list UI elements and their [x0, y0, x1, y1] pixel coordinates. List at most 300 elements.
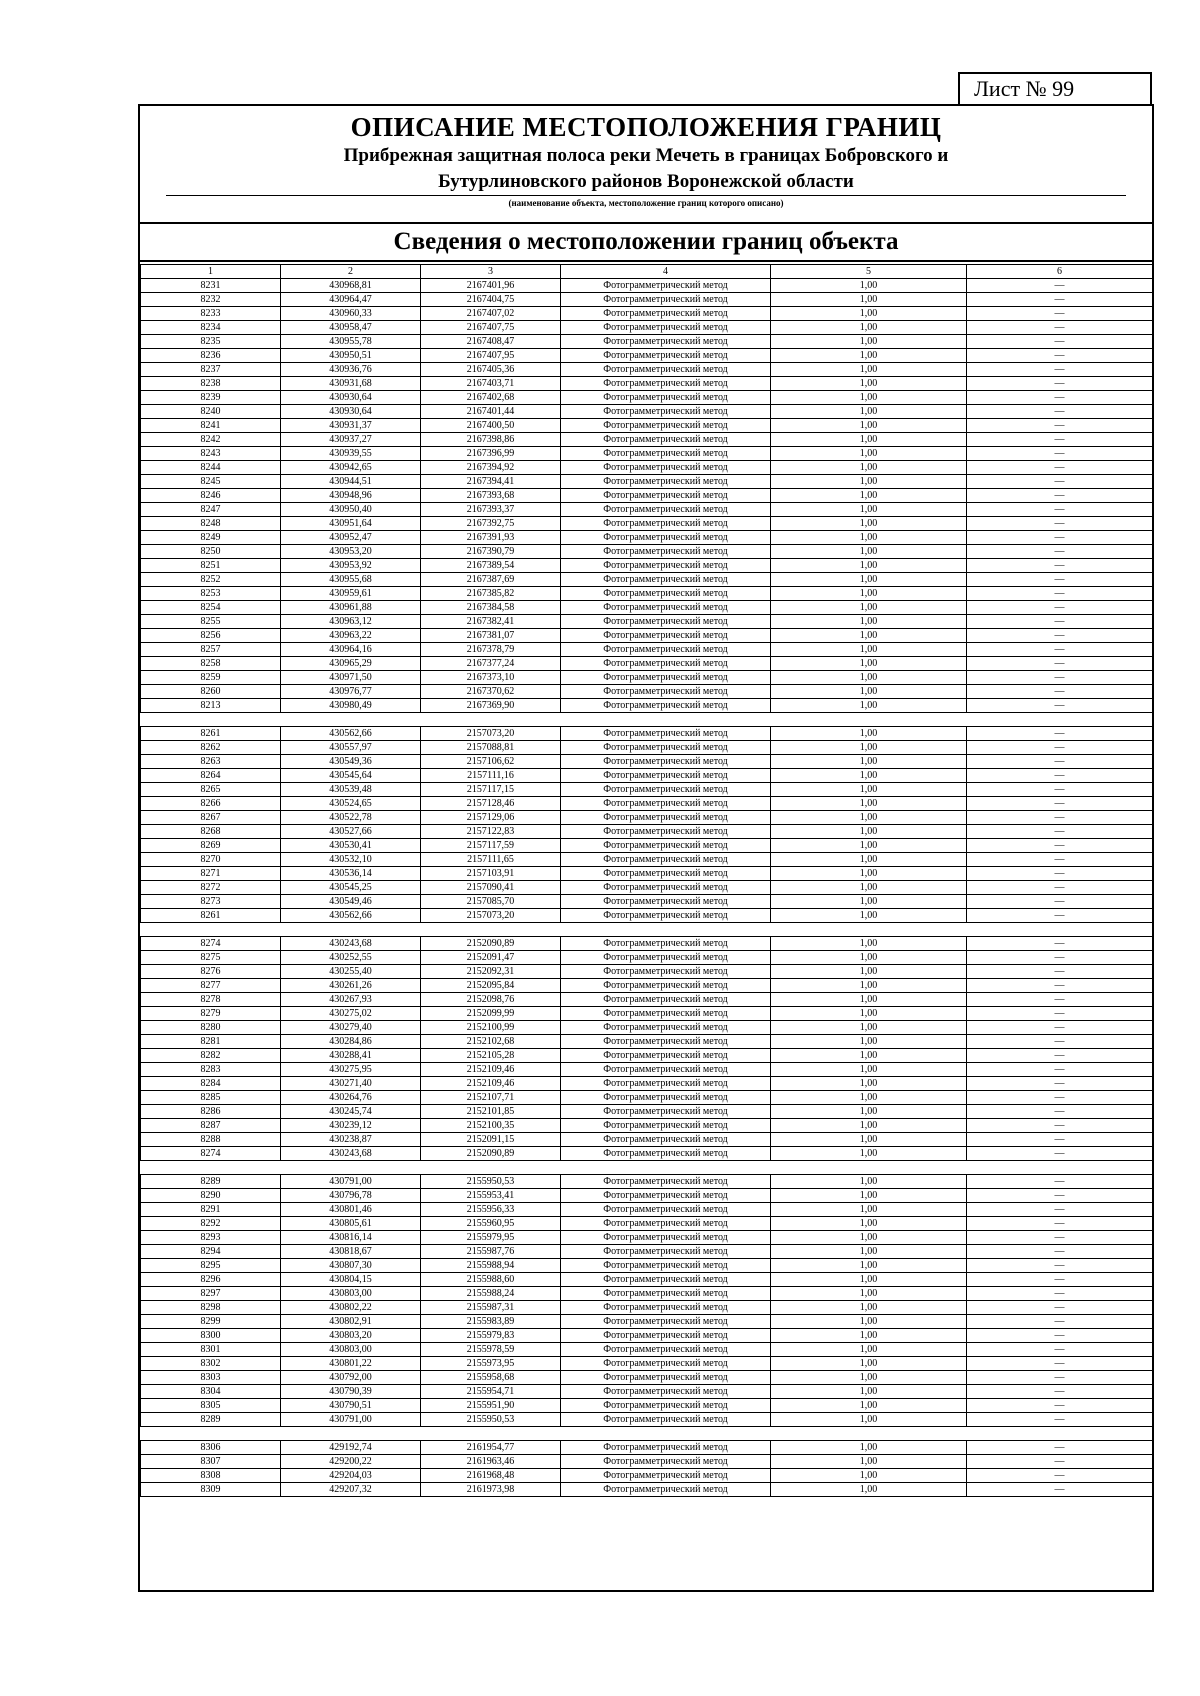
method-cell: Фотограмметрический метод [561, 1469, 771, 1483]
y-coordinate-cell: 2167389,54 [421, 559, 561, 573]
x-coordinate-cell: 430275,02 [281, 1007, 421, 1021]
table-row [141, 1385, 1153, 1399]
accuracy-cell: 1,00 [771, 671, 967, 685]
x-coordinate-cell: 429192,74 [281, 1441, 421, 1455]
document-title: ОПИСАНИЕ МЕСТОПОЛОЖЕНИЯ ГРАНИЦ [350, 112, 942, 142]
description-cell: — [967, 951, 1153, 965]
x-coordinate-cell: 430955,78 [281, 335, 421, 349]
description-cell: — [967, 489, 1153, 503]
accuracy-cell: 1,00 [771, 349, 967, 363]
y-coordinate-cell: 2157111,16 [421, 769, 561, 783]
table-row [141, 657, 1153, 671]
table-row [141, 433, 1153, 447]
x-coordinate-cell: 430961,88 [281, 601, 421, 615]
accuracy-cell: 1,00 [771, 335, 967, 349]
point-number-cell: 8272 [141, 881, 281, 895]
y-coordinate-cell: 2152091,47 [421, 951, 561, 965]
point-number-cell: 8284 [141, 1077, 281, 1091]
table-row [141, 377, 1153, 391]
point-number-cell: 8238 [141, 377, 281, 391]
x-coordinate-cell: 430804,15 [281, 1273, 421, 1287]
point-number-cell: 8295 [141, 1259, 281, 1273]
x-coordinate-cell: 430950,40 [281, 503, 421, 517]
x-coordinate-cell: 430803,20 [281, 1329, 421, 1343]
y-coordinate-cell: 2167393,68 [421, 489, 561, 503]
point-number-cell: 8308 [141, 1469, 281, 1483]
title-block [138, 104, 1154, 224]
y-coordinate-cell: 2167384,58 [421, 601, 561, 615]
accuracy-cell: 1,00 [771, 447, 967, 461]
description-cell: — [967, 1469, 1153, 1483]
y-coordinate-cell: 2161954,77 [421, 1441, 561, 1455]
description-cell: — [967, 1245, 1153, 1259]
y-coordinate-cell: 2167398,86 [421, 433, 561, 447]
x-coordinate-cell: 430245,74 [281, 1105, 421, 1119]
description-cell: — [967, 1217, 1153, 1231]
method-cell: Фотограмметрический метод [561, 1259, 771, 1273]
y-coordinate-cell: 2167401,44 [421, 405, 561, 419]
x-coordinate-cell: 430931,68 [281, 377, 421, 391]
accuracy-cell: 1,00 [771, 951, 967, 965]
table-row [141, 755, 1153, 769]
y-coordinate-cell: 2167394,92 [421, 461, 561, 475]
table-row [141, 1091, 1153, 1105]
description-cell: — [967, 1301, 1153, 1315]
y-coordinate-cell: 2167402,68 [421, 391, 561, 405]
x-coordinate-cell: 430261,26 [281, 979, 421, 993]
sheet-number-label: Лист № 99 [974, 76, 1075, 101]
y-coordinate-cell: 2152107,71 [421, 1091, 561, 1105]
table-row [141, 461, 1153, 475]
accuracy-cell: 1,00 [771, 1063, 967, 1077]
point-number-cell: 8264 [141, 769, 281, 783]
x-coordinate-cell: 430545,64 [281, 769, 421, 783]
group-separator-cell [141, 713, 1153, 727]
x-coordinate-cell: 430801,22 [281, 1357, 421, 1371]
table-row [141, 1329, 1153, 1343]
table-row [141, 1189, 1153, 1203]
y-coordinate-cell: 2167394,41 [421, 475, 561, 489]
accuracy-cell: 1,00 [771, 321, 967, 335]
y-coordinate-cell: 2155988,24 [421, 1287, 561, 1301]
table-row [141, 1217, 1153, 1231]
accuracy-cell: 1,00 [771, 545, 967, 559]
table-row [141, 391, 1153, 405]
accuracy-cell: 1,00 [771, 867, 967, 881]
description-cell: — [967, 825, 1153, 839]
accuracy-cell: 1,00 [771, 1077, 967, 1091]
y-coordinate-cell: 2157122,83 [421, 825, 561, 839]
accuracy-cell: 1,00 [771, 1315, 967, 1329]
method-cell: Фотограмметрический метод [561, 741, 771, 755]
table-row [141, 1399, 1153, 1413]
table-row [141, 881, 1153, 895]
group-separator-cell [141, 923, 1153, 937]
table-row [141, 1301, 1153, 1315]
sheet-number [958, 72, 1152, 106]
description-cell: — [967, 279, 1153, 293]
table-row [141, 1259, 1153, 1273]
description-cell: — [967, 587, 1153, 601]
accuracy-cell: 1,00 [771, 797, 967, 811]
x-coordinate-cell: 430953,92 [281, 559, 421, 573]
accuracy-cell: 1,00 [771, 1441, 967, 1455]
description-cell: — [967, 1385, 1153, 1399]
x-coordinate-cell: 430807,30 [281, 1259, 421, 1273]
x-coordinate-cell: 430792,00 [281, 1371, 421, 1385]
x-coordinate-cell: 430264,76 [281, 1091, 421, 1105]
y-coordinate-cell: 2167407,02 [421, 307, 561, 321]
table-row [141, 1413, 1153, 1427]
x-coordinate-cell: 430948,96 [281, 489, 421, 503]
table-row [141, 867, 1153, 881]
point-number-cell: 8236 [141, 349, 281, 363]
method-cell: Фотограмметрический метод [561, 321, 771, 335]
accuracy-cell: 1,00 [771, 475, 967, 489]
table-row [141, 1035, 1153, 1049]
method-cell: Фотограмметрический метод [561, 671, 771, 685]
point-number-cell: 8273 [141, 895, 281, 909]
column-number: 4 [561, 265, 771, 279]
y-coordinate-cell: 2155988,60 [421, 1273, 561, 1287]
column-number: 2 [281, 265, 421, 279]
table-row [141, 475, 1153, 489]
point-number-cell: 8231 [141, 279, 281, 293]
x-coordinate-cell: 430976,77 [281, 685, 421, 699]
table-row [141, 643, 1153, 657]
description-cell: — [967, 573, 1153, 587]
description-cell: — [967, 657, 1153, 671]
table-row [141, 699, 1153, 713]
method-cell: Фотограмметрический метод [561, 1287, 771, 1301]
x-coordinate-cell: 430958,47 [281, 321, 421, 335]
description-cell: — [967, 545, 1153, 559]
table-row [141, 447, 1153, 461]
method-cell: Фотограмметрический метод [561, 1315, 771, 1329]
point-number-cell: 8300 [141, 1329, 281, 1343]
y-coordinate-cell: 2167400,50 [421, 419, 561, 433]
description-cell: — [967, 867, 1153, 881]
description-cell: — [967, 895, 1153, 909]
x-coordinate-cell: 430271,40 [281, 1077, 421, 1091]
method-cell: Фотограмметрический метод [561, 1399, 771, 1413]
description-cell: — [967, 1063, 1153, 1077]
method-cell: Фотограмметрический метод [561, 601, 771, 615]
x-coordinate-cell: 430562,66 [281, 909, 421, 923]
method-cell: Фотограмметрический метод [561, 769, 771, 783]
accuracy-cell: 1,00 [771, 937, 967, 951]
point-number-cell: 8267 [141, 811, 281, 825]
description-cell: — [967, 475, 1153, 489]
method-cell: Фотограмметрический метод [561, 629, 771, 643]
method-cell: Фотограмметрический метод [561, 909, 771, 923]
description-cell: — [967, 1315, 1153, 1329]
description-cell: — [967, 419, 1153, 433]
coordinates-table [140, 264, 1153, 1497]
method-cell: Фотограмметрический метод [561, 1203, 771, 1217]
point-number-cell: 8307 [141, 1455, 281, 1469]
method-cell: Фотограмметрический метод [561, 1189, 771, 1203]
table-row [141, 363, 1153, 377]
description-cell: — [967, 1441, 1153, 1455]
y-coordinate-cell: 2157088,81 [421, 741, 561, 755]
column-number-row [141, 265, 1153, 279]
method-cell: Фотограмметрический метод [561, 755, 771, 769]
method-cell: Фотограмметрический метод [561, 1385, 771, 1399]
table-row [141, 1273, 1153, 1287]
x-coordinate-cell: 430522,78 [281, 811, 421, 825]
accuracy-cell: 1,00 [771, 1483, 967, 1497]
accuracy-cell: 1,00 [771, 1203, 967, 1217]
description-cell: — [967, 601, 1153, 615]
x-coordinate-cell: 430963,12 [281, 615, 421, 629]
table-row [141, 853, 1153, 867]
accuracy-cell: 1,00 [771, 517, 967, 531]
method-cell: Фотограмметрический метод [561, 895, 771, 909]
description-cell: — [967, 853, 1153, 867]
x-coordinate-cell: 430524,65 [281, 797, 421, 811]
accuracy-cell: 1,00 [771, 909, 967, 923]
description-cell: — [967, 1119, 1153, 1133]
table-row [141, 1063, 1153, 1077]
x-coordinate-cell: 430275,95 [281, 1063, 421, 1077]
group-separator-cell [141, 1427, 1153, 1441]
x-coordinate-cell: 430818,67 [281, 1245, 421, 1259]
point-number-cell: 8283 [141, 1063, 281, 1077]
description-cell: — [967, 839, 1153, 853]
method-cell: Фотограмметрический метод [561, 489, 771, 503]
y-coordinate-cell: 2155950,53 [421, 1413, 561, 1427]
description-cell: — [967, 1007, 1153, 1021]
y-coordinate-cell: 2155960,95 [421, 1217, 561, 1231]
y-coordinate-cell: 2167377,24 [421, 657, 561, 671]
point-number-cell: 8306 [141, 1441, 281, 1455]
y-coordinate-cell: 2161968,48 [421, 1469, 561, 1483]
x-coordinate-cell: 430288,41 [281, 1049, 421, 1063]
description-cell: — [967, 1287, 1153, 1301]
group-separator [141, 713, 1153, 727]
method-cell: Фотограмметрический метод [561, 335, 771, 349]
description-cell: — [967, 727, 1153, 741]
method-cell: Фотограмметрический метод [561, 1273, 771, 1287]
x-coordinate-cell: 430952,47 [281, 531, 421, 545]
table-row [141, 909, 1153, 923]
y-coordinate-cell: 2157106,62 [421, 755, 561, 769]
accuracy-cell: 1,00 [771, 769, 967, 783]
point-number-cell: 8282 [141, 1049, 281, 1063]
y-coordinate-cell: 2167403,71 [421, 377, 561, 391]
point-number-cell: 8245 [141, 475, 281, 489]
description-cell: — [967, 433, 1153, 447]
description-cell: — [967, 307, 1153, 321]
method-cell: Фотограмметрический метод [561, 363, 771, 377]
accuracy-cell: 1,00 [771, 755, 967, 769]
method-cell: Фотограмметрический метод [561, 531, 771, 545]
point-number-cell: 8261 [141, 909, 281, 923]
table-row [141, 559, 1153, 573]
accuracy-cell: 1,00 [771, 993, 967, 1007]
accuracy-cell: 1,00 [771, 699, 967, 713]
method-cell: Фотограмметрический метод [561, 587, 771, 601]
accuracy-cell: 1,00 [771, 503, 967, 517]
description-cell: — [967, 1077, 1153, 1091]
table-row [141, 1119, 1153, 1133]
accuracy-cell: 1,00 [771, 279, 967, 293]
point-number-cell: 8274 [141, 937, 281, 951]
x-coordinate-cell: 430953,20 [281, 545, 421, 559]
table-row [141, 811, 1153, 825]
object-name-caption: (наименование объекта, местоположение границ которого описано) [508, 198, 784, 208]
y-coordinate-cell: 2167382,41 [421, 615, 561, 629]
point-number-cell: 8280 [141, 1021, 281, 1035]
description-cell: — [967, 685, 1153, 699]
y-coordinate-cell: 2152101,85 [421, 1105, 561, 1119]
y-coordinate-cell: 2155988,94 [421, 1259, 561, 1273]
accuracy-cell: 1,00 [771, 293, 967, 307]
description-cell: — [967, 517, 1153, 531]
description-cell: — [967, 769, 1153, 783]
y-coordinate-cell: 2152099,99 [421, 1007, 561, 1021]
x-coordinate-cell: 430955,68 [281, 573, 421, 587]
x-coordinate-cell: 430965,29 [281, 657, 421, 671]
x-coordinate-cell: 430790,39 [281, 1385, 421, 1399]
y-coordinate-cell: 2167370,62 [421, 685, 561, 699]
y-coordinate-cell: 2157073,20 [421, 909, 561, 923]
table-row [141, 587, 1153, 601]
method-cell: Фотограмметрический метод [561, 1413, 771, 1427]
y-coordinate-cell: 2155973,95 [421, 1357, 561, 1371]
y-coordinate-cell: 2167390,79 [421, 545, 561, 559]
table-row [141, 1175, 1153, 1189]
y-coordinate-cell: 2155978,59 [421, 1343, 561, 1357]
accuracy-cell: 1,00 [771, 1175, 967, 1189]
y-coordinate-cell: 2155951,90 [421, 1399, 561, 1413]
y-coordinate-cell: 2152109,46 [421, 1063, 561, 1077]
x-coordinate-cell: 430243,68 [281, 937, 421, 951]
x-coordinate-cell: 430791,00 [281, 1413, 421, 1427]
x-coordinate-cell: 430937,27 [281, 433, 421, 447]
accuracy-cell: 1,00 [771, 1035, 967, 1049]
table-row [141, 1371, 1153, 1385]
accuracy-cell: 1,00 [771, 1021, 967, 1035]
table-row [141, 615, 1153, 629]
table-row [141, 307, 1153, 321]
point-number-cell: 8246 [141, 489, 281, 503]
y-coordinate-cell: 2167387,69 [421, 573, 561, 587]
y-coordinate-cell: 2155979,95 [421, 1231, 561, 1245]
point-number-cell: 8243 [141, 447, 281, 461]
description-cell: — [967, 671, 1153, 685]
method-cell: Фотограмметрический метод [561, 643, 771, 657]
y-coordinate-cell: 2161973,98 [421, 1483, 561, 1497]
accuracy-cell: 1,00 [771, 727, 967, 741]
y-coordinate-cell: 2157128,46 [421, 797, 561, 811]
point-number-cell: 8309 [141, 1483, 281, 1497]
point-number-cell: 8249 [141, 531, 281, 545]
section-title [138, 224, 1154, 262]
x-coordinate-cell: 430963,22 [281, 629, 421, 643]
table-row [141, 293, 1153, 307]
description-cell: — [967, 391, 1153, 405]
accuracy-cell: 1,00 [771, 1133, 967, 1147]
method-cell: Фотограмметрический метод [561, 1035, 771, 1049]
accuracy-cell: 1,00 [771, 1357, 967, 1371]
description-cell: — [967, 993, 1153, 1007]
description-cell: — [967, 629, 1153, 643]
x-coordinate-cell: 430284,86 [281, 1035, 421, 1049]
y-coordinate-cell: 2167407,75 [421, 321, 561, 335]
description-cell: — [967, 1049, 1153, 1063]
table-row [141, 783, 1153, 797]
x-coordinate-cell: 430944,51 [281, 475, 421, 489]
accuracy-cell: 1,00 [771, 1399, 967, 1413]
point-number-cell: 8275 [141, 951, 281, 965]
y-coordinate-cell: 2167404,75 [421, 293, 561, 307]
x-coordinate-cell: 430930,64 [281, 391, 421, 405]
object-name-line-1: Прибрежная защитная полоса реки Мечеть в границах Бобровского и [343, 145, 949, 166]
description-cell: — [967, 405, 1153, 419]
x-coordinate-cell: 430796,78 [281, 1189, 421, 1203]
accuracy-cell: 1,00 [771, 559, 967, 573]
accuracy-cell: 1,00 [771, 377, 967, 391]
y-coordinate-cell: 2167401,96 [421, 279, 561, 293]
point-number-cell: 8270 [141, 853, 281, 867]
x-coordinate-cell: 430279,40 [281, 1021, 421, 1035]
x-coordinate-cell: 430816,14 [281, 1231, 421, 1245]
method-cell: Фотограмметрический метод [561, 433, 771, 447]
x-coordinate-cell: 430950,51 [281, 349, 421, 363]
accuracy-cell: 1,00 [771, 783, 967, 797]
accuracy-cell: 1,00 [771, 573, 967, 587]
method-cell: Фотограмметрический метод [561, 1007, 771, 1021]
group-separator [141, 1161, 1153, 1175]
table-row [141, 1077, 1153, 1091]
method-cell: Фотограмметрический метод [561, 965, 771, 979]
method-cell: Фотограмметрический метод [561, 1441, 771, 1455]
accuracy-cell: 1,00 [771, 881, 967, 895]
method-cell: Фотограмметрический метод [561, 853, 771, 867]
table-row [141, 839, 1153, 853]
y-coordinate-cell: 2152105,28 [421, 1049, 561, 1063]
method-cell: Фотограмметрический метод [561, 1105, 771, 1119]
description-cell: — [967, 1455, 1153, 1469]
table-row [141, 769, 1153, 783]
method-cell: Фотограмметрический метод [561, 951, 771, 965]
description-cell: — [967, 783, 1153, 797]
table-row [141, 1343, 1153, 1357]
y-coordinate-cell: 2155950,53 [421, 1175, 561, 1189]
point-number-cell: 8276 [141, 965, 281, 979]
x-coordinate-cell: 429204,03 [281, 1469, 421, 1483]
x-coordinate-cell: 430803,00 [281, 1287, 421, 1301]
table-row [141, 531, 1153, 545]
object-name-underline [166, 195, 1126, 196]
method-cell: Фотограмметрический метод [561, 1049, 771, 1063]
accuracy-cell: 1,00 [771, 811, 967, 825]
table-row [141, 1441, 1153, 1455]
y-coordinate-cell: 2167393,37 [421, 503, 561, 517]
table-row [141, 545, 1153, 559]
table-row [141, 419, 1153, 433]
x-coordinate-cell: 430960,33 [281, 307, 421, 321]
accuracy-cell: 1,00 [771, 1147, 967, 1161]
y-coordinate-cell: 2167392,75 [421, 517, 561, 531]
point-number-cell: 8301 [141, 1343, 281, 1357]
method-cell: Фотограмметрический метод [561, 391, 771, 405]
method-cell: Фотограмметрический метод [561, 979, 771, 993]
x-coordinate-cell: 430803,00 [281, 1343, 421, 1357]
method-cell: Фотограмметрический метод [561, 1175, 771, 1189]
